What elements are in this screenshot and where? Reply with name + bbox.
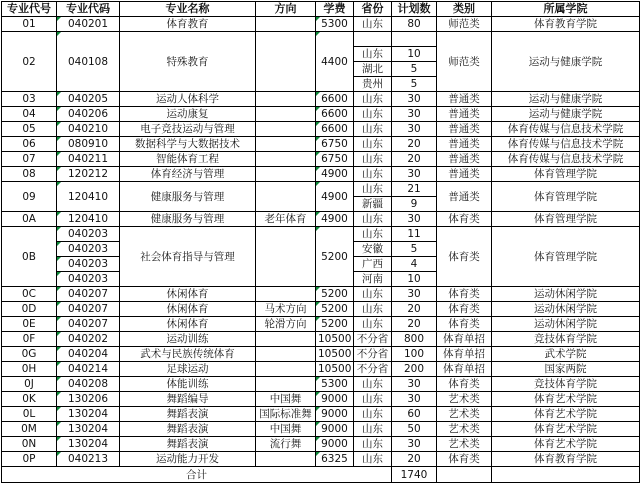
table-row [2,437,640,452]
plan-count-cell: 20 [392,317,437,332]
plan-count-cell: 5 [392,77,437,92]
table-row [2,347,640,362]
major-code-cell: 040203 [57,257,120,272]
province-cell: 山东 [354,182,392,197]
major-id-cell: 0P [2,452,57,467]
college-cell: 体育艺术学院 [492,407,640,422]
direction-cell [256,167,316,182]
college-cell: 运动与健康学院 [492,32,640,92]
province-cell: 广西 [354,257,392,272]
header-row [2,2,640,17]
plan-count-cell: 20 [392,302,437,317]
province-cell: 不分省 [354,347,392,362]
total-empty-cell [437,467,492,483]
tuition-cell: 4400 [316,32,354,92]
major-name-cell: 舞蹈编导 [120,392,256,407]
plan-count-cell: 20 [392,137,437,152]
major-name-cell: 休闲体育 [120,287,256,302]
tuition-cell: 9000 [316,422,354,437]
major-id-cell: 0E [2,317,57,332]
tuition-cell: 5200 [316,287,354,302]
major-name-cell: 休闲体育 [120,302,256,317]
enrollment-plan-table [1,1,640,483]
major-name-cell: 运动能力开发 [120,452,256,467]
major-id-cell: 03 [2,92,57,107]
direction-cell [256,347,316,362]
category-cell: 普通类 [437,137,492,152]
total-value: 1740 [392,467,437,483]
tuition-cell: 6600 [316,92,354,107]
direction-cell [256,377,316,392]
college-cell: 运动休闲学院 [492,302,640,317]
province-cell: 山东 [354,122,392,137]
province-cell: 贵州 [354,77,392,92]
major-name-cell: 舞蹈表演 [120,407,256,422]
major-code-cell: 130204 [57,407,120,422]
major-name-cell: 舞蹈表演 [120,422,256,437]
major-id-cell: 05 [2,122,57,137]
category-cell: 体育类 [437,227,492,287]
direction-cell [256,107,316,122]
header-cell: 专业名称 [120,2,256,17]
province-cell: 山东 [354,137,392,152]
province-cell: 山东 [354,377,392,392]
category-cell: 体育类 [437,317,492,332]
plan-count-cell: 30 [392,377,437,392]
direction-cell [256,362,316,377]
table-row [2,332,640,347]
college-cell: 体育艺术学院 [492,437,640,452]
province-cell: 山东 [354,302,392,317]
plan-count-cell: 30 [392,167,437,182]
table-row [2,137,640,152]
province-cell: 新疆 [354,197,392,212]
major-name-cell: 休闲体育 [120,317,256,332]
college-cell: 运动休闲学院 [492,317,640,332]
tuition-cell: 4900 [316,182,354,212]
major-name-cell: 运动人体科学 [120,92,256,107]
major-id-cell: 06 [2,137,57,152]
college-cell: 体育传媒与信息技术学院 [492,152,640,167]
major-code-cell: 130204 [57,422,120,437]
table-row [2,287,640,302]
college-cell: 体育艺术学院 [492,392,640,407]
table-row [2,407,640,422]
major-id-cell: 0G [2,347,57,362]
college-cell: 运动与健康学院 [492,107,640,122]
major-code-cell: 120410 [57,182,120,212]
table-row [2,377,640,392]
direction-cell: 国际标准舞 [256,407,316,422]
header-cell: 所属学院 [492,2,640,17]
province-cell: 山东 [354,422,392,437]
table-row [2,107,640,122]
college-cell: 竞技体育学院 [492,377,640,392]
direction-cell [256,152,316,167]
major-id-cell: 09 [2,182,57,212]
plan-count-cell: 5 [392,62,437,77]
province-cell: 不分省 [354,332,392,347]
plan-count-cell: 5 [392,242,437,257]
plan-count-cell: 20 [392,152,437,167]
major-code-cell: 080910 [57,137,120,152]
header-cell: 专业代号 [2,2,57,17]
direction-cell: 老年体育 [256,212,316,227]
major-id-cell: 0L [2,407,57,422]
header-cell: 学费 [316,2,354,17]
total-label: 合计 [2,467,392,483]
plan-count-cell: 30 [392,287,437,302]
major-name-cell: 足球运动 [120,362,256,377]
major-code-cell: 040202 [57,332,120,347]
college-cell: 体育管理学院 [492,212,640,227]
tuition-cell: 10500 [316,332,354,347]
province-cell: 山东 [354,287,392,302]
college-cell: 国家两院 [492,362,640,377]
major-code-cell: 040211 [57,152,120,167]
province-cell: 山东 [354,407,392,422]
header-cell: 计划数 [392,2,437,17]
major-id-cell: 02 [2,32,57,92]
plan-count-cell: 800 [392,332,437,347]
major-id-cell: 0C [2,287,57,302]
category-cell: 艺术类 [437,407,492,422]
college-cell: 体育管理学院 [492,227,640,287]
province-cell: 山东 [354,452,392,467]
category-cell: 体育单招 [437,362,492,377]
table-row [2,122,640,137]
province-cell: 山东 [354,392,392,407]
category-cell: 师范类 [437,17,492,32]
province-cell: 山东 [354,227,392,242]
major-name-cell: 体育教育 [120,17,256,32]
category-cell: 普通类 [437,92,492,107]
major-name-cell: 智能体育工程 [120,152,256,167]
tuition-cell: 10500 [316,362,354,377]
category-cell: 艺术类 [437,422,492,437]
category-cell: 体育单招 [437,347,492,362]
direction-cell [256,332,316,347]
major-id-cell: 0D [2,302,57,317]
direction-cell [256,137,316,152]
direction-cell: 马术方向 [256,302,316,317]
major-code-cell: 040207 [57,317,120,332]
major-code-cell: 040203 [57,227,120,242]
major-code-cell: 040205 [57,92,120,107]
major-id-cell: 04 [2,107,57,122]
college-cell: 体育艺术学院 [492,422,640,437]
province-cell: 山东 [354,167,392,182]
major-code-cell: 040203 [57,242,120,257]
major-code-cell: 040206 [57,107,120,122]
major-name-cell: 数据科学与大数据技术 [120,137,256,152]
table-row [2,152,640,167]
province-cell: 湖北 [354,62,392,77]
major-name-cell: 特殊教育 [120,32,256,92]
category-cell: 普通类 [437,107,492,122]
major-code-cell: 120212 [57,167,120,182]
category-cell: 体育类 [437,287,492,302]
plan-count-cell: 21 [392,182,437,197]
major-code-cell: 040204 [57,347,120,362]
province-cell: 河南 [354,272,392,287]
major-id-cell: 0K [2,392,57,407]
tuition-cell: 5200 [316,302,354,317]
plan-count-cell: 30 [392,392,437,407]
province-cell: 山东 [354,152,392,167]
major-name-cell: 运动训练 [120,332,256,347]
category-cell: 普通类 [437,122,492,137]
header-cell: 专业代码 [57,2,120,17]
tuition-cell: 6750 [316,137,354,152]
table-row [2,452,640,467]
major-code-cell: 040108 [57,32,120,92]
direction-cell: 中国舞 [256,422,316,437]
plan-count-cell: 100 [392,347,437,362]
tuition-cell: 5200 [316,227,354,287]
major-code-cell: 040203 [57,272,120,287]
province-cell: 山东 [354,317,392,332]
plan-count-cell: 30 [392,122,437,137]
major-name-cell: 体育经济与管理 [120,167,256,182]
table-row [2,17,640,32]
table-row [2,92,640,107]
major-code-cell: 040210 [57,122,120,137]
college-cell: 体育教育学院 [492,17,640,32]
category-cell: 艺术类 [437,437,492,452]
major-name-cell: 武术与民族传统体育 [120,347,256,362]
college-cell: 体育管理学院 [492,182,640,212]
header-cell: 省份 [354,2,392,17]
direction-cell [256,92,316,107]
major-id-cell: 0N [2,437,57,452]
college-cell: 体育传媒与信息技术学院 [492,122,640,137]
tuition-cell: 6325 [316,452,354,467]
major-id-cell: 07 [2,152,57,167]
category-cell: 体育单招 [437,332,492,347]
major-name-cell: 舞蹈表演 [120,437,256,452]
table-row [2,227,640,242]
table-row [2,392,640,407]
plan-count-cell: 10 [392,47,437,62]
table-row [2,422,640,437]
direction-cell [256,17,316,32]
category-cell: 普通类 [437,152,492,167]
major-name-cell: 健康服务与管理 [120,212,256,227]
major-name-cell: 健康服务与管理 [120,182,256,212]
plan-count-cell: 30 [392,212,437,227]
major-id-cell: 08 [2,167,57,182]
province-cell [354,32,392,47]
college-cell: 体育管理学院 [492,167,640,182]
major-id-cell: 0J [2,377,57,392]
major-id-cell: 0M [2,422,57,437]
category-cell: 艺术类 [437,392,492,407]
direction-cell: 轮滑方向 [256,317,316,332]
province-cell: 山东 [354,17,392,32]
plan-count-cell: 4 [392,257,437,272]
major-code-cell: 040213 [57,452,120,467]
plan-count-cell: 30 [392,92,437,107]
plan-count-cell: 11 [392,227,437,242]
total-empty-cell [492,467,640,483]
tuition-cell: 5300 [316,377,354,392]
direction-cell [256,227,316,287]
category-cell: 体育类 [437,212,492,227]
province-cell: 山东 [354,437,392,452]
category-cell: 体育类 [437,302,492,317]
header-cell: 类别 [437,2,492,17]
plan-count-cell: 20 [392,452,437,467]
total-row [2,467,640,483]
major-name-cell: 社会体育指导与管理 [120,227,256,287]
category-cell: 普通类 [437,182,492,212]
table-row [2,167,640,182]
direction-cell: 流行舞 [256,437,316,452]
major-id-cell: 0H [2,362,57,377]
major-id-cell: 0F [2,332,57,347]
tuition-cell: 6600 [316,107,354,122]
major-code-cell: 040208 [57,377,120,392]
college-cell: 运动休闲学院 [492,287,640,302]
plan-count-cell: 200 [392,362,437,377]
major-id-cell: 01 [2,17,57,32]
tuition-cell: 5200 [316,317,354,332]
direction-cell [256,452,316,467]
table-row [2,212,640,227]
major-name-cell: 体能训练 [120,377,256,392]
table-row [2,317,640,332]
province-cell: 山东 [354,212,392,227]
major-name-cell: 运动康复 [120,107,256,122]
direction-cell [256,32,316,92]
tuition-cell: 6600 [316,122,354,137]
plan-count-cell: 30 [392,437,437,452]
plan-count-cell: 80 [392,17,437,32]
plan-count-cell [392,32,437,47]
plan-count-cell: 60 [392,407,437,422]
category-cell: 普通类 [437,167,492,182]
category-cell: 师范类 [437,32,492,92]
header-cell: 方向 [256,2,316,17]
table-row [2,32,640,47]
plan-count-cell: 50 [392,422,437,437]
table-row [2,302,640,317]
tuition-cell: 9000 [316,392,354,407]
plan-count-cell: 9 [392,197,437,212]
major-code-cell: 040207 [57,302,120,317]
major-name-cell: 电子竞技运动与管理 [120,122,256,137]
plan-count-cell: 10 [392,272,437,287]
province-cell: 山东 [354,107,392,122]
plan-count-cell: 30 [392,107,437,122]
table-row [2,362,640,377]
major-id-cell: 0A [2,212,57,227]
major-code-cell: 040201 [57,17,120,32]
province-cell: 安徽 [354,242,392,257]
province-cell: 山东 [354,92,392,107]
college-cell: 竞技体育学院 [492,332,640,347]
college-cell: 运动与健康学院 [492,92,640,107]
direction-cell: 中国舞 [256,392,316,407]
direction-cell [256,122,316,137]
province-cell: 不分省 [354,362,392,377]
category-cell: 体育类 [437,377,492,392]
category-cell: 体育类 [437,452,492,467]
tuition-cell: 6750 [316,152,354,167]
direction-cell [256,287,316,302]
province-cell: 山东 [354,47,392,62]
major-code-cell: 130204 [57,437,120,452]
tuition-cell: 9000 [316,407,354,422]
college-cell: 体育传媒与信息技术学院 [492,137,640,152]
major-id-cell: 0B [2,227,57,287]
major-code-cell: 130206 [57,392,120,407]
table-row [2,182,640,197]
tuition-cell: 5300 [316,17,354,32]
direction-cell [256,182,316,212]
major-code-cell: 040214 [57,362,120,377]
tuition-cell: 9000 [316,437,354,452]
tuition-cell: 4900 [316,212,354,227]
tuition-cell: 4900 [316,167,354,182]
college-cell: 武术学院 [492,347,640,362]
major-code-cell: 120410 [57,212,120,227]
college-cell: 体育教育学院 [492,452,640,467]
major-code-cell: 040207 [57,287,120,302]
tuition-cell: 10500 [316,347,354,362]
